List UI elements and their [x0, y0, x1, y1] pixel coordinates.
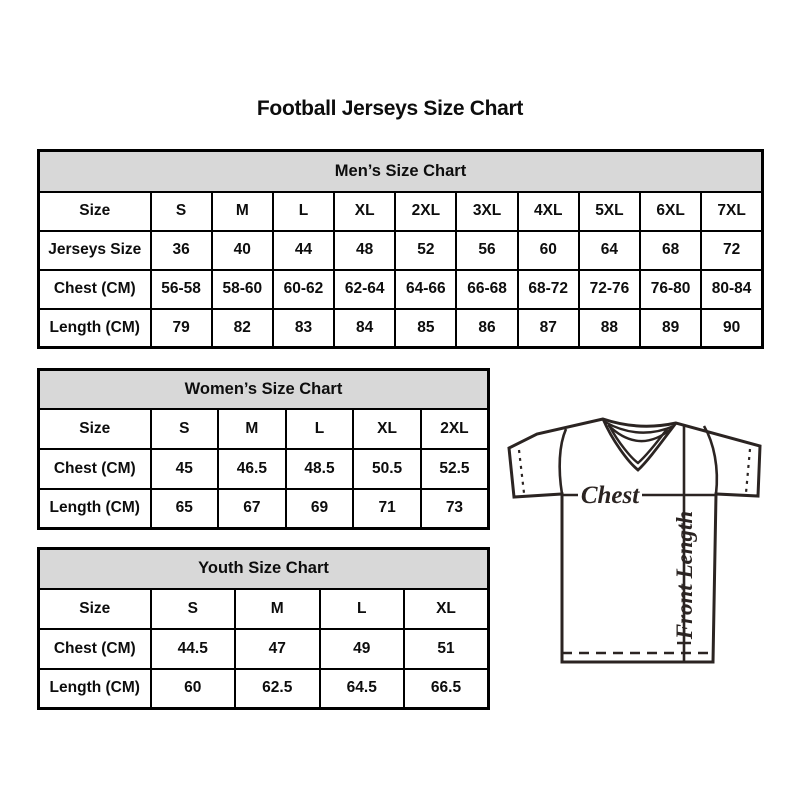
- table-cell: 71: [353, 489, 421, 529]
- table-cell: 80-84: [701, 270, 762, 309]
- table-cell: 84: [334, 309, 395, 348]
- table-cell: 89: [640, 309, 701, 348]
- table-cell: 48: [334, 231, 395, 270]
- column-header: 6XL: [640, 192, 701, 231]
- row-label: Chest (CM): [39, 270, 151, 309]
- column-header: 5XL: [579, 192, 640, 231]
- table-cell: 76-80: [640, 270, 701, 309]
- column-header: S: [151, 409, 219, 449]
- table-cell: 48.5: [286, 449, 354, 489]
- column-header: M: [212, 192, 273, 231]
- table-cell: 67: [218, 489, 286, 529]
- table-row: [39, 409, 489, 449]
- table-cell: 40: [212, 231, 273, 270]
- table-cell: 49: [320, 629, 405, 669]
- table-cell: 66.5: [404, 669, 489, 709]
- row-label: Size: [39, 192, 151, 231]
- table-cell: 85: [395, 309, 456, 348]
- table-cell: 60: [151, 669, 236, 709]
- table-cell: 64: [579, 231, 640, 270]
- column-header: S: [151, 192, 212, 231]
- column-header: 2XL: [421, 409, 489, 449]
- page-title: Football Jerseys Size Chart: [256, 97, 524, 120]
- column-header: S: [151, 589, 236, 629]
- table-row: [39, 231, 763, 270]
- table-cell: 60: [518, 231, 579, 270]
- table-cell: 88: [579, 309, 640, 348]
- table-cell: 47: [235, 629, 320, 669]
- table-cell: 52.5: [421, 449, 489, 489]
- column-header: 3XL: [456, 192, 517, 231]
- chest-label: Chest: [580, 482, 640, 509]
- table-row: [39, 669, 489, 709]
- row-label: Length (CM): [39, 489, 151, 529]
- table-cell: 82: [212, 309, 273, 348]
- table-cell: 65: [151, 489, 219, 529]
- jersey-diagram-svg: [500, 413, 772, 669]
- table-cell: 68: [640, 231, 701, 270]
- table-cell: 79: [151, 309, 212, 348]
- table-cell: 56: [456, 231, 517, 270]
- table-cell: 90: [701, 309, 762, 348]
- table-cell: 45: [151, 449, 219, 489]
- table-cell: 72: [701, 231, 762, 270]
- table-cell: 60-62: [273, 270, 334, 309]
- youth-size-table: [37, 547, 490, 710]
- column-header: XL: [334, 192, 395, 231]
- table-cell: 62-64: [334, 270, 395, 309]
- column-header: 4XL: [518, 192, 579, 231]
- table-cell: 68-72: [518, 270, 579, 309]
- column-header: 2XL: [395, 192, 456, 231]
- row-label: Size: [39, 589, 151, 629]
- column-header: L: [286, 409, 354, 449]
- row-label: Size: [39, 409, 151, 449]
- column-header: L: [320, 589, 405, 629]
- column-header: M: [235, 589, 320, 629]
- womens-size-table: [37, 368, 490, 530]
- table-cell: 44: [273, 231, 334, 270]
- table-cell: 36: [151, 231, 212, 270]
- row-label: Length (CM): [39, 309, 151, 348]
- column-header: 7XL: [701, 192, 762, 231]
- row-label: Length (CM): [39, 669, 151, 709]
- table-row: [39, 629, 489, 669]
- column-header: M: [218, 409, 286, 449]
- row-label: Chest (CM): [39, 629, 151, 669]
- table-cell: 50.5: [353, 449, 421, 489]
- table-row: [39, 589, 489, 629]
- table-cell: 51: [404, 629, 489, 669]
- table-row: [39, 449, 489, 489]
- column-header: L: [273, 192, 334, 231]
- youth-table-title: Youth Size Chart: [39, 549, 489, 589]
- jersey-outline: [509, 419, 760, 662]
- table-cell: 87: [518, 309, 579, 348]
- table-cell: 46.5: [218, 449, 286, 489]
- table-cell: 56-58: [151, 270, 212, 309]
- table-cell: 52: [395, 231, 456, 270]
- mens-table-title: Men’s Size Chart: [39, 151, 763, 192]
- table-cell: 86: [456, 309, 517, 348]
- column-header: XL: [353, 409, 421, 449]
- table-cell: 64.5: [320, 669, 405, 709]
- table-cell: 73: [421, 489, 489, 529]
- table-cell: 66-68: [456, 270, 517, 309]
- table-cell: 58-60: [212, 270, 273, 309]
- table-cell: 72-76: [579, 270, 640, 309]
- mens-size-table: [37, 149, 764, 349]
- table-row: [39, 309, 763, 348]
- front-length-label: Front Length: [672, 510, 697, 640]
- jersey-measurement-diagram: [500, 413, 772, 669]
- row-label: Jerseys Size: [39, 231, 151, 270]
- table-cell: 69: [286, 489, 354, 529]
- table-cell: 83: [273, 309, 334, 348]
- row-label: Chest (CM): [39, 449, 151, 489]
- womens-table-title: Women’s Size Chart: [39, 370, 489, 409]
- table-row: [39, 489, 489, 529]
- table-cell: 62.5: [235, 669, 320, 709]
- table-cell: 64-66: [395, 270, 456, 309]
- table-row: [39, 270, 763, 309]
- table-row: [39, 192, 763, 231]
- table-cell: 44.5: [151, 629, 236, 669]
- column-header: XL: [404, 589, 489, 629]
